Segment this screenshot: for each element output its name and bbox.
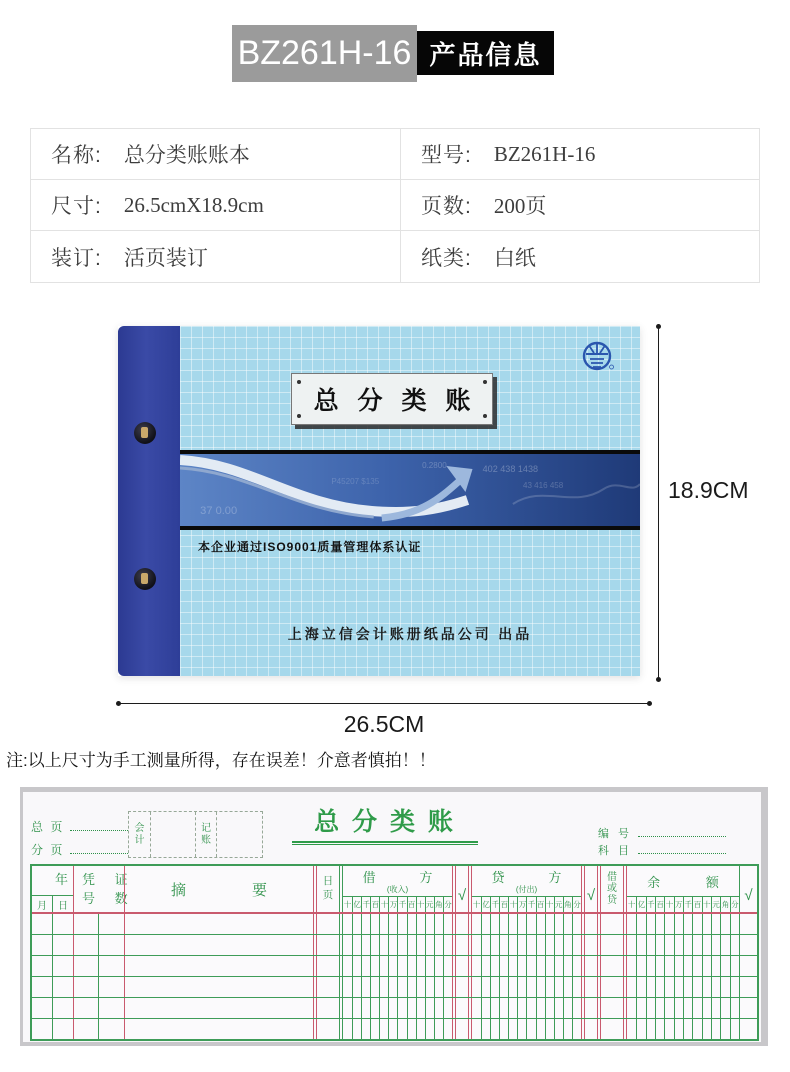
month-cell	[32, 956, 52, 976]
ledger-title-block	[273, 802, 497, 845]
spec-label-model: 型号:	[421, 144, 472, 167]
amount-cells	[468, 914, 581, 934]
stamp-blank	[151, 812, 195, 857]
day-cell	[52, 1019, 73, 1039]
check-cell	[581, 977, 597, 997]
day-label: 日	[52, 896, 73, 912]
lixin-brand-logo-icon	[581, 340, 615, 374]
svg-text:402 438 1438: 402 438 1438	[482, 464, 539, 474]
spec-label-pages: 页数:	[421, 195, 472, 218]
voucher-cell	[73, 998, 98, 1018]
spec-label-name: 名称:	[51, 144, 102, 167]
month-label: 月	[37, 900, 47, 912]
accountant-label: 会 计	[129, 812, 151, 857]
summary-cell	[124, 1019, 313, 1039]
balance-column-header: 余 额 十 亿 千 百 十 万 千 百 十 元 角 分	[623, 866, 739, 912]
ledger-body-row	[32, 1019, 757, 1039]
check-cell	[452, 998, 468, 1018]
amount-cells	[468, 977, 581, 997]
cover-title: 总 分 类 账	[313, 387, 477, 415]
amount-cells	[623, 935, 739, 955]
day-page-cell	[313, 1019, 339, 1039]
serial-number-label: 编 号	[598, 828, 633, 840]
ledger-sample-photo	[20, 787, 768, 1046]
day-cell	[52, 998, 73, 1018]
svg-text:0.2800: 0.2800	[422, 461, 447, 470]
voucher-cell	[98, 935, 124, 955]
voucher-column-header: 凭 证 号 数	[73, 866, 124, 912]
amount-cells	[339, 956, 452, 976]
binding-rivet-icon	[134, 568, 156, 590]
publisher-text: 上海立信会计账册纸品公司 出品	[287, 628, 533, 643]
check-cell	[452, 977, 468, 997]
voucher-cell	[98, 1019, 124, 1039]
month-cell	[32, 935, 52, 955]
height-dimension-line	[658, 326, 659, 680]
summary-column-header: 摘 要	[124, 866, 313, 912]
spec-value-name: 总分类账账本	[123, 143, 250, 167]
spec-row	[31, 231, 759, 282]
ledger-table-body	[32, 914, 757, 1039]
check-cell	[739, 935, 757, 955]
cover-chart-banner	[180, 450, 640, 530]
check-cell	[739, 998, 757, 1018]
product-info-badge: 产品信息	[417, 31, 554, 75]
amount-cells	[339, 914, 452, 934]
day-cell	[52, 914, 73, 934]
total-page-blank	[70, 820, 128, 831]
summary-cell	[124, 914, 313, 934]
debit-credit-cell	[597, 1019, 623, 1039]
ledger-body-row	[32, 998, 757, 1019]
amount-cells	[339, 935, 452, 955]
sub-page-blank	[70, 843, 128, 854]
summary-cell	[124, 977, 313, 997]
ledger-table-header	[32, 866, 757, 914]
amount-cells	[468, 935, 581, 955]
debit-credit-cell	[597, 998, 623, 1018]
binding-rivet-icon	[134, 422, 156, 444]
stamp-blank	[217, 812, 262, 857]
height-dimension-label: 18.9CM	[668, 477, 749, 503]
day-page-cell	[313, 998, 339, 1018]
check-cell	[739, 977, 757, 997]
product-photo	[118, 326, 640, 676]
summary-cell	[124, 998, 313, 1018]
voucher-cell	[98, 914, 124, 934]
date-column-header	[32, 866, 73, 912]
cover-title-plate	[291, 373, 493, 425]
amount-cells	[339, 1019, 452, 1039]
check-cell	[739, 1019, 757, 1039]
credit-column-header: 贷 方 (付出) 十 亿 千 百 十 万 千 百 十 元 角 分	[468, 866, 581, 912]
serial-number-blank	[638, 826, 726, 837]
amount-cells	[623, 1019, 739, 1039]
spec-label-binding: 装订:	[51, 246, 102, 270]
amount-cells	[468, 998, 581, 1018]
spec-value-binding: 活页装订	[123, 245, 208, 270]
ledger-body-row	[32, 914, 757, 935]
voucher-cell	[73, 1019, 98, 1039]
year-label: 年	[54, 872, 68, 887]
day-page-cell	[313, 977, 339, 997]
check-cell	[581, 914, 597, 934]
check-cell	[581, 998, 597, 1018]
month-cell	[32, 998, 52, 1018]
credit-digit-headers: 十 亿 千 百 十 万 千 百 十 元 角 分	[472, 896, 581, 912]
model-badge: BZ261H-16	[232, 25, 417, 82]
screw-icon	[297, 380, 301, 384]
day-cell	[52, 977, 73, 997]
summary-cell	[124, 935, 313, 955]
debit-column-header: 借 方 (收入) 十 亿 千 百 十 万 千 百 十 元 角 分	[339, 866, 452, 912]
amount-cells	[623, 998, 739, 1018]
check-cell	[581, 1019, 597, 1039]
spec-value-paper: 白纸	[493, 245, 536, 270]
check-cell	[452, 935, 468, 955]
iso-certification-text: 本企业通过ISO9001质量管理体系认证	[198, 540, 422, 554]
measurement-note: 注:以上尺寸为手工测量所得，存在误差！介意者慎拍！！	[6, 751, 436, 770]
amount-cells	[623, 956, 739, 976]
check-cell	[581, 935, 597, 955]
serial-fields	[598, 826, 726, 860]
check-cell	[581, 956, 597, 976]
amount-cells	[339, 998, 452, 1018]
ledger-body-row	[32, 935, 757, 956]
bookkeeper-label: 记 账	[195, 812, 217, 857]
month-cell	[32, 1019, 52, 1039]
total-page-label: 总 页	[31, 820, 65, 834]
amount-cells	[623, 914, 739, 934]
check-column-header: √	[452, 866, 468, 912]
day-page-column-header: 日 页	[313, 866, 339, 912]
day-cell	[52, 935, 73, 955]
voucher-cell	[73, 935, 98, 955]
voucher-cell	[98, 956, 124, 976]
voucher-cell	[73, 977, 98, 997]
ledger-table	[30, 864, 759, 1041]
month-cell	[32, 977, 52, 997]
ledger-title: 总 分 类 账	[314, 808, 456, 836]
check-cell	[739, 914, 757, 934]
amount-cells	[339, 977, 452, 997]
spec-value-size: 26.5cmX18.9cm	[123, 192, 264, 217]
spec-value-pages: 200页	[493, 194, 547, 218]
subject-label: 科 目	[598, 845, 633, 857]
page-number-fields	[31, 816, 128, 862]
credit-sub-label: (付出)	[515, 885, 538, 894]
voucher-cell	[98, 998, 124, 1018]
debit-credit-cell	[597, 956, 623, 976]
check-column-header: √	[739, 866, 757, 912]
check-cell	[452, 956, 468, 976]
spec-label-paper: 纸类:	[421, 246, 472, 270]
title-underline	[292, 841, 478, 845]
day-cell	[52, 956, 73, 976]
debit-digit-headers: 十 亿 千 百 十 万 千 百 十 元 角 分	[343, 896, 452, 912]
month-cell	[32, 914, 52, 934]
debit-credit-cell	[597, 914, 623, 934]
svg-text:P45207 $135: P45207 $135	[331, 477, 380, 486]
balance-digit-headers: 十 亿 千 百 十 万 千 百 十 元 角 分	[627, 896, 739, 912]
debit-sub-label: (收入)	[386, 885, 409, 894]
debit-credit-cell	[597, 977, 623, 997]
day-page-cell	[313, 935, 339, 955]
amount-cells	[468, 956, 581, 976]
spec-value-model: BZ261H-16	[493, 141, 596, 166]
amount-cells	[468, 1019, 581, 1039]
ledger-body-row	[32, 956, 757, 977]
accounting-stamp-box	[128, 811, 263, 858]
check-cell	[452, 914, 468, 934]
spec-table	[30, 128, 760, 283]
check-column-header: √	[581, 866, 597, 912]
voucher-cell	[73, 914, 98, 934]
svg-text:37 0.00: 37 0.00	[200, 505, 238, 517]
day-page-cell	[313, 956, 339, 976]
check-cell	[739, 956, 757, 976]
ledger-body-row	[32, 977, 757, 998]
voucher-cell	[73, 956, 98, 976]
debit-or-credit-column-header: 借 或 贷	[597, 866, 623, 912]
day-page-cell	[313, 914, 339, 934]
spec-row	[31, 129, 759, 180]
check-cell	[452, 1019, 468, 1039]
screw-icon	[483, 380, 487, 384]
sub-page-label: 分 页	[31, 843, 65, 857]
spec-row	[31, 180, 759, 231]
width-dimension-line	[118, 703, 650, 704]
width-dimension-label: 26.5CM	[343, 711, 425, 737]
screw-icon	[483, 414, 487, 418]
spec-label-size: 尺寸:	[51, 195, 102, 218]
book-spine	[118, 326, 180, 676]
screw-icon	[297, 414, 301, 418]
ledger-paper	[23, 792, 761, 1042]
amount-cells	[623, 977, 739, 997]
voucher-cell	[98, 977, 124, 997]
summary-cell	[124, 956, 313, 976]
debit-credit-cell	[597, 935, 623, 955]
svg-text:43 416 458: 43 416 458	[522, 481, 564, 490]
subject-blank	[638, 843, 726, 854]
book-cover	[180, 326, 640, 676]
